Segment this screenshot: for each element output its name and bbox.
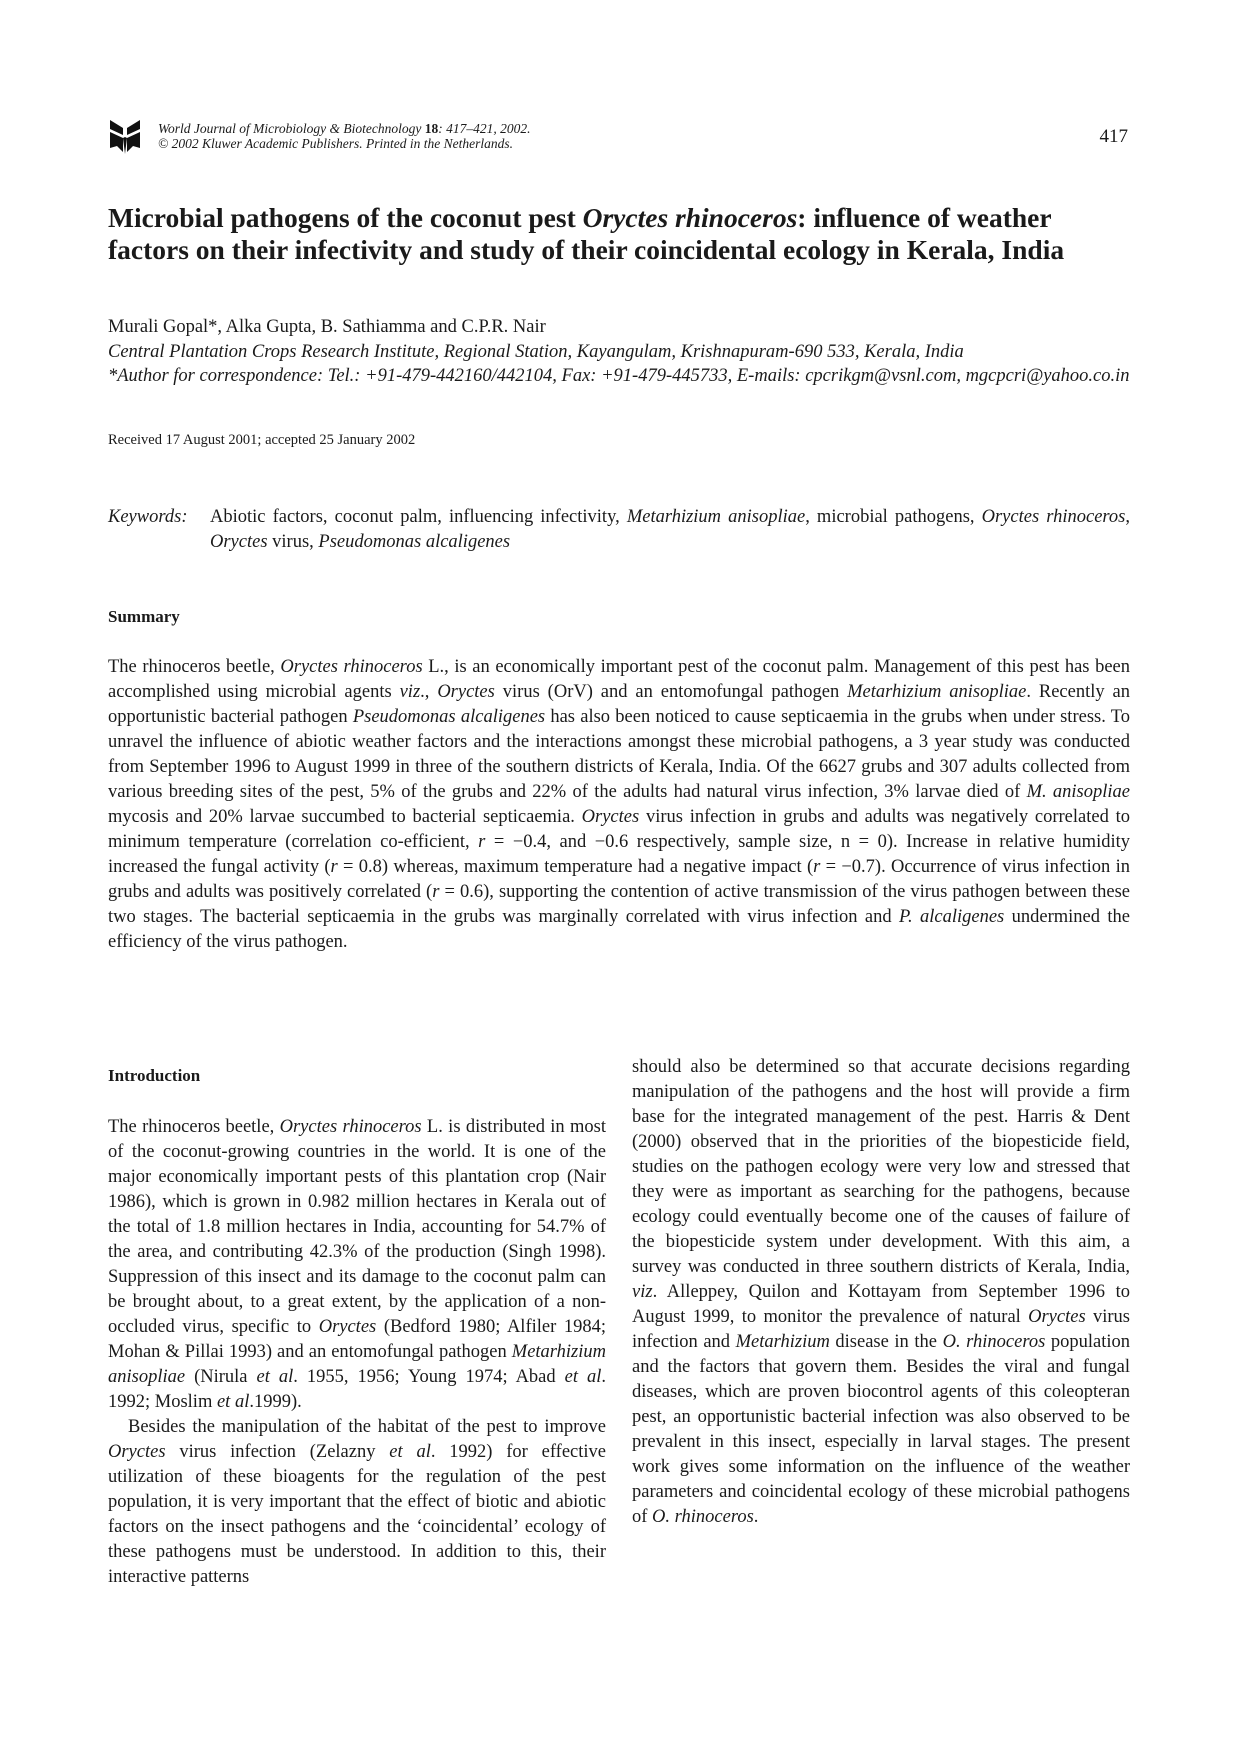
introduction-heading: Introduction [108, 1066, 201, 1085]
journal-volume: 18 [424, 121, 439, 136]
keywords-block [108, 505, 1130, 554]
keywords-label: Keywords: [108, 507, 188, 527]
keywords-list: Abiotic factors, coconut palm, influencing infectivity, Metarhizium anisopliae, microbial pathogens, Oryctes rhinoceros, Oryctes virus, Pseudomonas alcaligenes [210, 507, 1131, 552]
page-number: 417 [1099, 126, 1128, 147]
intro-paragraph-2: Besides the manipulation of the habitat of the pest to improve Oryctes virus infection (Zelazny et al. 1992) for effective utilization of these bioagents for the regulation of the pest population, it is very important that the effect of biotic and abiotic factors on the insect pathogens and the ‘coincidental’ ecology of these pathogens must be understood. In addition to this, their interactive patterns [108, 1417, 606, 1587]
intro-paragraph-1: The rhinoceros beetle, Oryctes rhinoceros L. is distributed in most of the coconut-growing countries in the world. It is one of the major economically important pests of this plantation crop (Nair 1986), which is grown in 0.982 million hectares in Kerala out of the total of 1.8 million hectares in India, accounting for 54.7% of the area, and contributing 42.3% of the production (Singh 1998). Suppression of this insect and its damage to the coconut palm can be brought about, to a great extent, by the application of a non-occluded virus, specific to Oryctes (Bedford 1980; Alfiler 1984; Mohan & Pillai 1993) and an entomofungal pathogen Metarhizium anisopliae (Nirula et al. 1955, 1956; Young 1974; Abad et al. 1992; Moslim et al.1999). [108, 1117, 607, 1412]
summary-text: The rhinoceros beetle, Oryctes rhinoceros L., is an economically important pest of the coconut palm. Management of this pest has been accomplished using microbial agents viz., Oryctes virus (OrV) and an entomofungal pathogen Metarhizium anisopliae. Recently an opportunistic bacterial pathogen Pseudomonas alcaligenes has also been noticed to cause septicaemia in the grubs when under stress. To unravel the influence of abiotic weather factors and the interactions amongst these microbial pathogens, a 3 year study was conducted from September 1996 to August 1999 in three of the southern districts of Kerala, India. Of the 6627 grubs and 307 adults collected from various breeding sites of the pest, 5% of the grubs and 22% of the adults had natural virus infection, 3% larvae died of M. anisopliae mycosis and 20% larvae succumbed to bacterial septicaemia. Oryctes virus infection in grubs and adults was negatively correlated to minimum temperature (correlation co-efficient, r = −0.4, and −0.6 respectively, sample size, n = 0). Increase in relative humidity increased the fungal activity (r = 0.8) whereas, maximum temperature had a negative impact (r = −0.7). Occurrence of virus infection in grubs and adults was positively correlated (r = 0.6), supporting the contention of active transmission of the virus pathogen between these two stages. The bacterial septicaemia in the grubs was marginally correlated with virus infection and P. alcaligenes undermined the efficiency of the virus pathogen. [108, 657, 1131, 952]
intro-left-column [108, 1115, 606, 1590]
journal-name: World Journal of Microbiology & Biotechnology [158, 121, 422, 136]
paper-title: Microbial pathogens of the coconut pest Oryctes rhinoceros: influence of weather factors on their infectivity and study of their coincidental ecology in Kerala, India [108, 202, 1065, 265]
correspondence: *Author for correspondence: Tel.: +91-479-442160/442104, Fax: +91-479-445733, E-mails: cpcrikgm@vsnl.com, mgcpcri@yahoo.co.in [108, 366, 1130, 386]
affiliation: Central Plantation Crops Research Institute, Regional Station, Kayangulam, Krishnapuram-690 533, Kerala, India [108, 341, 964, 362]
author-block [108, 315, 1138, 389]
received-dates: Received 17 August 2001; accepted 25 January 2002 [108, 432, 416, 448]
copyright-line: © 2002 Kluwer Academic Publishers. Printed in the Netherlands. [158, 136, 513, 151]
publisher-logo-icon [108, 118, 142, 156]
intro-right-column [632, 1055, 1130, 1530]
author-names: Murali Gopal*, Alka Gupta, B. Sathiamma and C.P.R. Nair [108, 317, 546, 337]
journal-citation [158, 121, 530, 151]
journal-pages: : 417–421, 2002. [438, 121, 531, 136]
intro-paragraph-2-continued: should also be determined so that accurate decisions regarding manipulation of the pathogens and the host will provide a firm base for the integrated management of the pest. Harris & Dent (2000) observed that in the priorities of the biopesticide field, studies on the pathogen ecology were very low and stressed that they were as important as searching for the pathogens, because ecology could eventually become one of the causes of failure of the biopesticide system under development. With this aim, a survey was conducted in three southern districts of Kerala, India, viz. Alleppey, Quilon and Kottayam from September 1996 to August 1999, to monitor the prevalence of natural Oryctes virus infection and Metarhizium disease in the O. rhinoceros population and the factors that govern them. Besides the viral and fungal diseases, which are proven biocontrol agents of this coleopteran pest, an opportunistic bacterial infection was also observed to be prevalent in this insect, especially in larval stages. The present work gives some information on the influence of the weather parameters and coincidental ecology of these microbial pathogens of O. rhinoceros. [632, 1057, 1130, 1527]
summary-heading: Summary [108, 607, 180, 626]
journal-header [108, 118, 1128, 158]
